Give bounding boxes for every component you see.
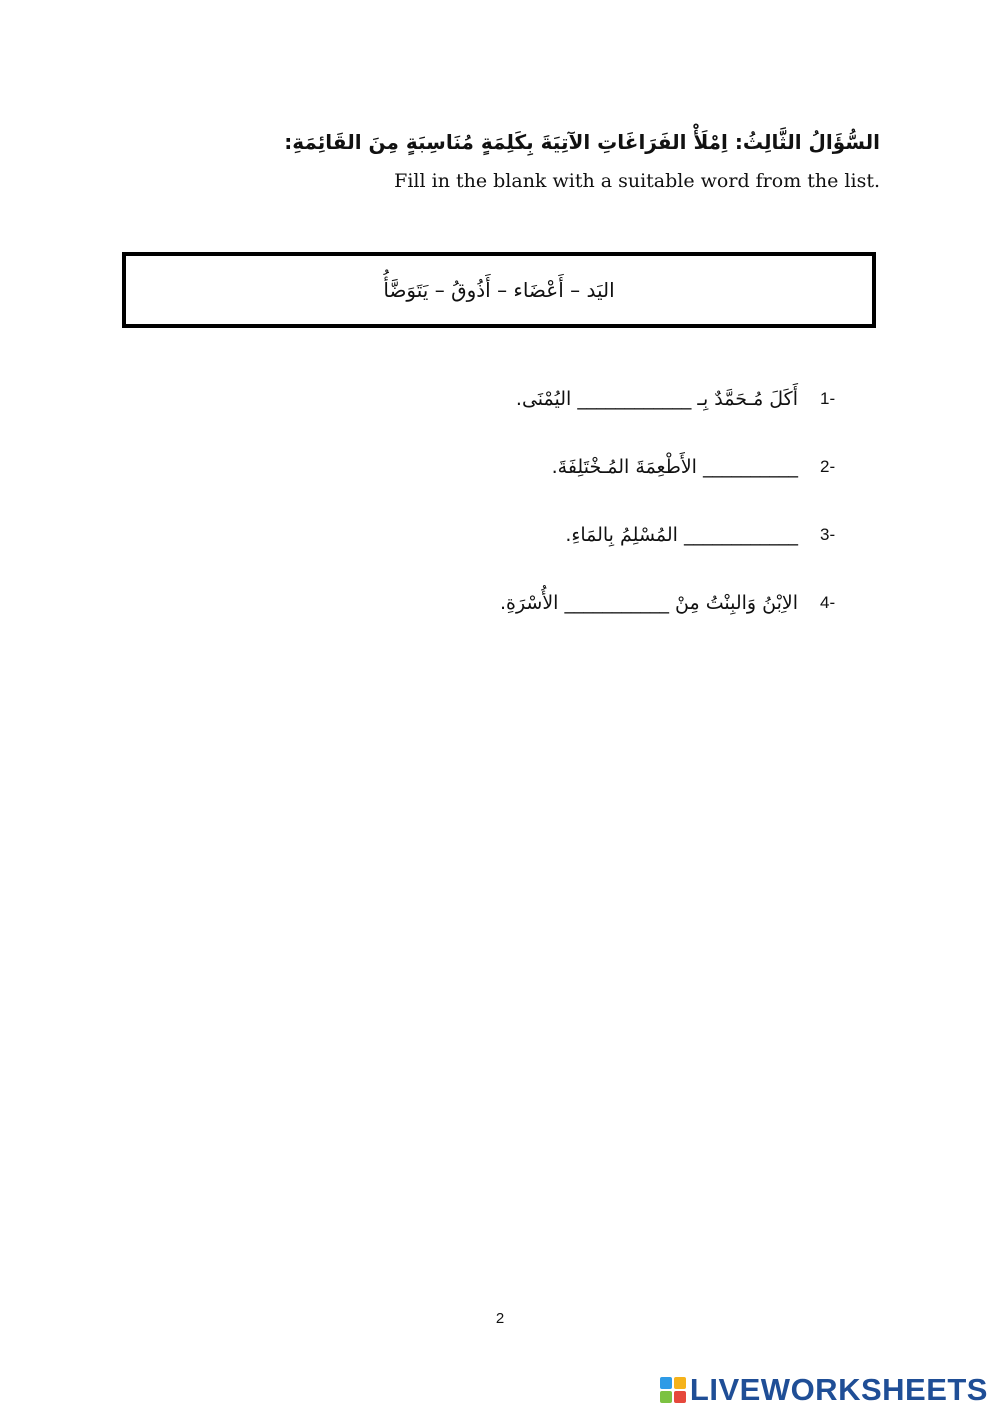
- word-list: اليَد – أَعْضَاء – أَذُوقُ – يَتَوَضَّأُ: [383, 278, 615, 302]
- question-number: 1-: [820, 389, 836, 408]
- question-text[interactable]: __________ الأَطْعِمَةَ المُـخْتَلِفَةَ.: [551, 456, 798, 478]
- question-heading-arabic: السُّؤَالُ الثَّالِثُ: اِمْلَأْ الفَرَاغَاتِ الآتِيَةَ بِكَلِمَةٍ مُنَاسِبَةٍ مِنَ القَائِمَةِ:: [284, 130, 880, 154]
- question-text[interactable]: ____________ المُسْلِمُ بِالمَاءِ.: [565, 524, 798, 546]
- word-list-box: [122, 252, 876, 328]
- question-item: [300, 515, 860, 555]
- question-number: 3-: [820, 525, 836, 544]
- question-item: [300, 447, 860, 487]
- question-number: 4-: [820, 593, 836, 612]
- question-item: [300, 379, 860, 419]
- brand-name: LIVEWORKSHEETS: [689, 1372, 988, 1407]
- question-text[interactable]: أَكَلَ مُـحَمَّدٌ بِـ ____________ اليُمْنَى.: [515, 388, 798, 410]
- question-number: 2-: [820, 457, 836, 476]
- page-number: 2: [495, 1310, 505, 1327]
- question-heading-english: Fill in the blank with a suitable word from the list.: [394, 170, 880, 192]
- liveworksheets-brand[interactable]: [660, 1374, 988, 1406]
- liveworksheets-logo-icon: [660, 1377, 686, 1403]
- question-text[interactable]: الاِبْنُ وَالبِنْتُ مِنْ ___________ الأُسْرَةِ.: [499, 592, 798, 614]
- question-item: [300, 583, 860, 623]
